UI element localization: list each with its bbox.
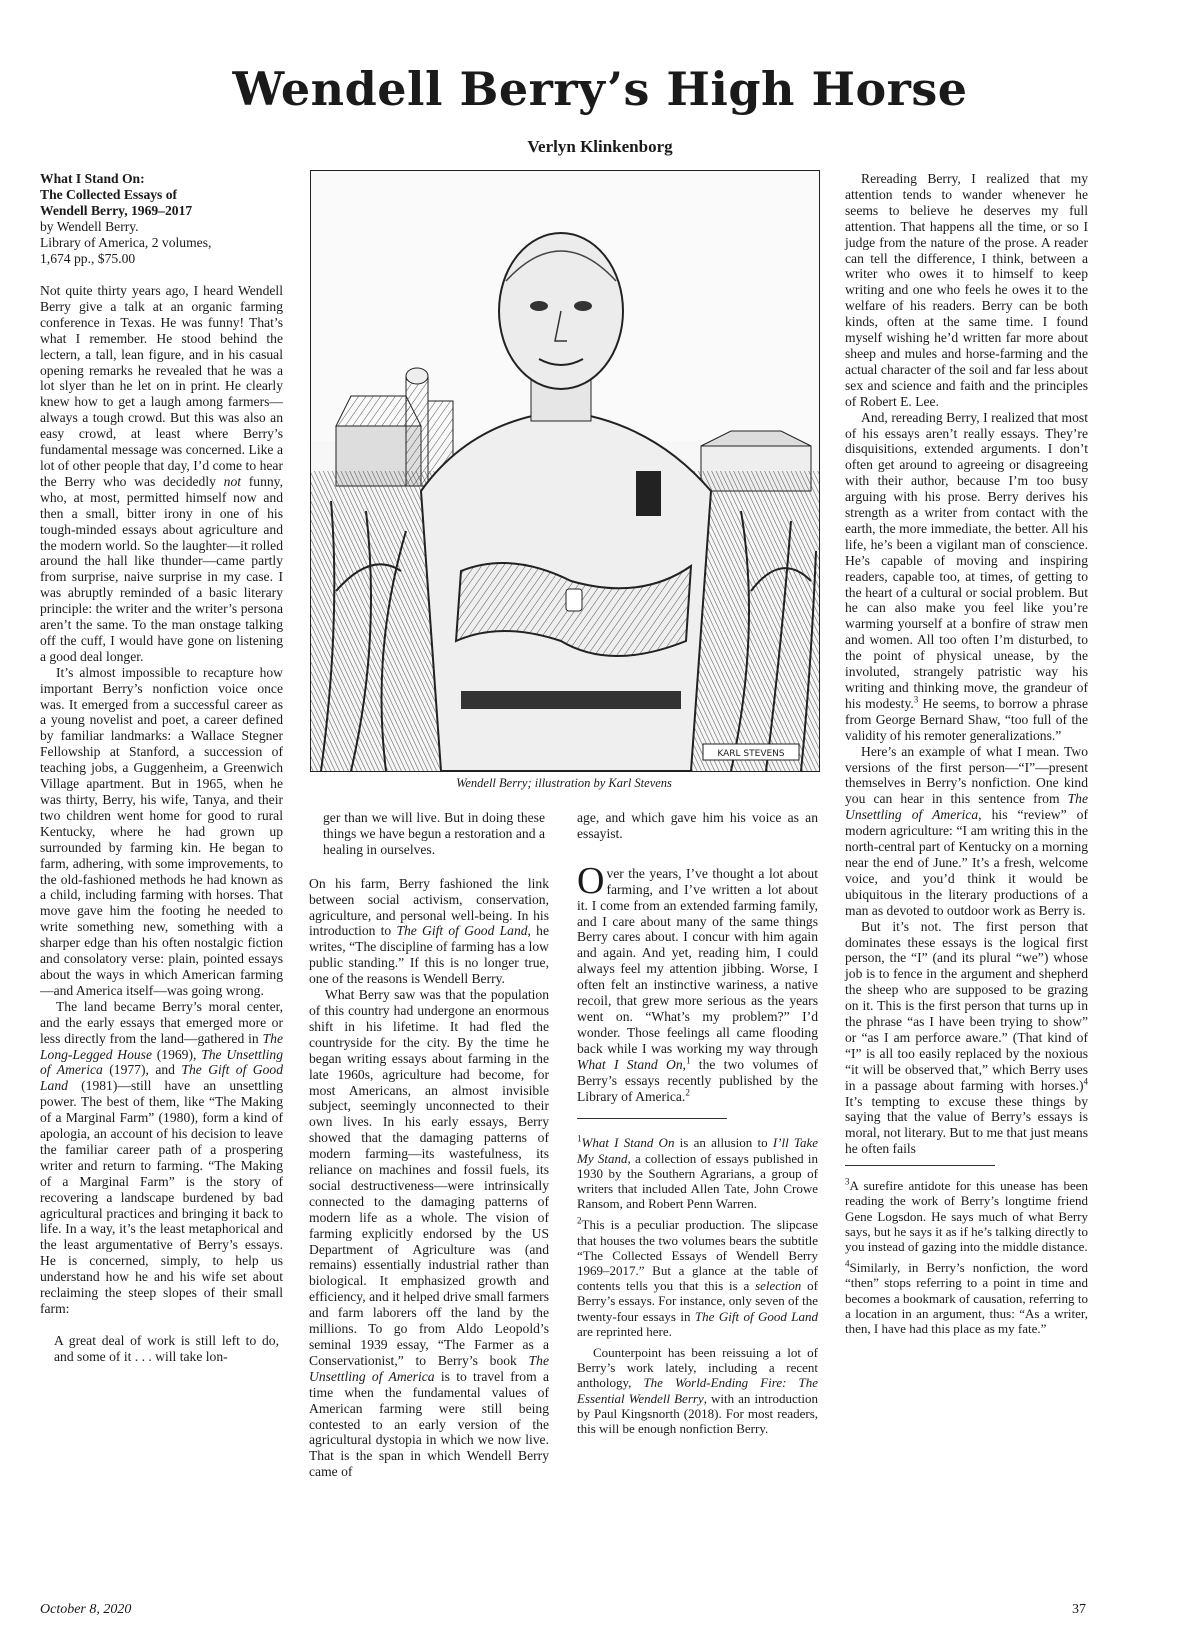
paragraph: Over the years, I’ve thought a lot about farming, and I’ve written a lot about it. I come from an extended farming family, and I care about many of the same things Berry cares about. I concur with him again and again. And yet, reading him, I could always feel my attention jibbing. Worse, I often felt an instinctive wariness, a native recoil, that grew more serious as the years went on. “What’s my problem?” I’d wonder. Those feelings all came flooding back while I was working my way through What I Stand On,$^1$ the two volumes of Berry’s essays recently published by the Library of America.$^2$: [577, 859, 819, 1104]
column-2: [309, 810, 549, 1480]
footnote-2-continued: Counterpoint has been reissuing a lot of Berry’s work lately, including a recent anthology, The World-Ending Fire: The Essential Wendell Berry, with an introduction by Paul Kingsnorth (2018). For most readers, this will be enough nonfiction Berry.: [577, 1345, 818, 1437]
footnote-4: $^4$Similarly, in Berry’s nonfiction, the word “then” stops referring to a point in time and becomes a bookmark of causation, referring to a location in an argument, thus: “As a writer, then, I have had this place as my fate.”: [845, 1258, 1088, 1337]
paragraph: Rereading Berry, I realized that my attention tends to wander whenever he seems to believe he deserves my full attention. That happens all the time, or so I judge from the nature of the prose. A reader can tell the difference, I think, between a writer who owes it to himself to keep writing and one who feels he owes it to the welfare of his readers. Berry can be both kinds, often at the same time. I found myself wishing he’d written far more about sheep and mules and horse-farming and the actual character of the soil and far less about sex and science and faith and the principles of Robert E. Lee.: [845, 171, 1088, 409]
portrait-illustration: [310, 170, 820, 772]
book-publisher: Library of America, 2 volumes,: [40, 235, 212, 250]
footnote-3: $^3$A surefire antidote for this unease has been reading the work of Berry’s longtime friend Gene Logsdon. He says much of what Berry says, but he says it as if he’s talking directly to you instead of gazing into the middle distance.: [845, 1176, 1088, 1254]
quote-text: ger than we will live. But in doing these things we have begun a restoration and a healing in ourselves.: [323, 810, 545, 857]
portrait-drawing: [311, 171, 819, 771]
paragraph: And, rereading Berry, I realized that most of his essays aren’t really essays. They’re disquisitions, extended arguments. I don’t often get around to agreeing or disagreeing with their author, because I’m too busy arguing with his prose. Berry derives his strength as a writer from contact with the earth, the more immediate, the better. All his life, he’s been a vigilant man of conscience. He’s capable of moving and inspiring readers, capable too, at times, of getting to the heart of a cultural or social problem. But he can also make you feel like you’re warming yourself at a bonfire of straw men and women. All too often I’m disturbed, to the point of physical unease, by the involuted, strangely patristic way his writing and thinking move, the grandeur of his modesty.$^3$ He seems, to borrow a phrase from George Bernard Shaw, “too full of the validity of his remoter generalizations.”: [845, 409, 1088, 743]
paragraph: It’s almost impossible to recapture how important Berry’s nonfiction voice once was. It emerged from a successful career as a young novelist and poet, a career defined by familiar landmarks: a Wallace Stegner Fellowship at Stanford, a succession of teaching jobs, a Guggenheim, a Greenwich Village apartment. But in 1965, when he was thirty, Berry, his wife, Tanya, and their two children went home for good to rural Kentucky, where he had grown up surrounded by farming kin. He began to farm, adhering, with some improvements, to the old-fashioned methods he had known as a child, including farming with horses. That move gave him the footing he needed to write something new, something with a sharper edge than his often nostalgic fiction and consolatory verse: plain, pointed essays about the ways in which American farming—and America itself—was going wrong.: [40, 664, 283, 998]
page-number: 37: [1072, 1602, 1086, 1617]
paragraph: What Berry saw was that the population of this country had undergone an enormous shift in his lifetime. It had fled the countryside for the city. By the time he began writing essays about farming in the late 1960s, agriculture had become, for most Americans, an almost invisible subject, seemingly unconnected to their own lives. In his early essays, Berry showed that the damaging patterns of modern farming—its wastefulness, its reliance on machines and fossil fuels, its social destructiveness—were intrinsically connected to the damaging patterns of modern life as a whole. The vision of farming explicitly endorsed by the US Department of Agriculture was (and remains) essentially industrial rather than biological. It emphasized growth and efficiency, and it helped drive small farmers and farm laborers off the land by the millions. To go from Aldo Leopold’s seminal 1939 essay, “The Farmer as a Conservationist,” to Berry’s book The Unsettling of America is to travel from a time when the fundamental values of American farming were still being contested to an early version of the agricultural dystopia in which we now live. That is the span in which Wendell Berry came of: [309, 987, 549, 1480]
paragraph: Not quite thirty years ago, I heard Wendell Berry give a talk at an organic farming conference in Texas. He was funny! That’s what I remember. He stood behind the lectern, a tall, lean figure, and in his casual opening remarks he revealed that he was a lot slyer than he let on in print. He clearly knew how to get a laugh among farmers—always a tough crowd. But this was also an easy crowd, at least where Berry’s fundamental message was concerned. Like a lot of other people that day, I’d come to hear the Berry who was decidedly not funny, who, at most, permitted himself now and then a small, bitter irony in one of his tough-minded essays about agriculture and the modern world. So the laughter—it rolled around the hall like thunder—came partly from surprise, naive surprise in my case. I was abruptly reminded of a basic literary principle: the writer and the writer’s persona aren’t the same. To the man onstage talking off the cuff, I would have gone on listening a good deal longer.: [40, 283, 283, 664]
paragraph: Here’s an example of what I mean. Two versions of the first person—“I”—present themselves in Berry’s nonfiction. One kind you can hear in this sentence from The Unsettling of America, his “review” of modern agriculture: “I am writing this in the north-central part of Kentucky on a morning near the end of June.” It’s a fresh, welcome voice, and you’d think it would be ubiquitous in the literary productions of a man as devoted to outdoor work as Berry is.: [845, 743, 1088, 918]
footnote-2: $^2$This is a peculiar production. The slipcase that houses the two volumes bears the subtitle “The Collected Essays of Wendell Berry 1969–2017.” But a glance at the table of contents tells you that this is a selection of Berry’s essays. For instance, only seven of the twenty-four essays in The Gift of Good Land are reprinted here.: [577, 1216, 818, 1339]
block-quote-continued: [323, 810, 545, 858]
book-info: [40, 171, 283, 267]
footnotes: [845, 1178, 1088, 1336]
book-title-line-2: The Collected Essays of: [40, 187, 178, 202]
author-byline: Verlyn Klinkenborg: [527, 137, 673, 156]
article-title: Wendell Berry’s High Horse: [232, 62, 968, 116]
footer-date: October 8, 2020: [40, 1602, 132, 1617]
paragraph: age, and which gave him his voice as an essayist.: [577, 810, 818, 841]
column-1: [40, 171, 283, 1383]
footnotes: [577, 1135, 818, 1436]
paragraph: On his farm, Berry fashioned the link between social activism, conservation, agriculture, and personal well-being. In his introduction to The Gift of Good Land, he writes, “The discipline of farming has a low public standing.” If this is no longer true, one of the reasons is Wendell Berry.: [309, 875, 549, 987]
book-pages-price: 1,674 pp., $75.00: [40, 251, 136, 266]
quote-text: A great deal of work is still left to do, and some of it . . . will take lon-: [54, 1332, 279, 1364]
artist-signature: [703, 744, 799, 760]
signature-text: KARL STEVENS: [717, 749, 785, 759]
book-author: by Wendell Berry.: [40, 219, 139, 234]
column-3: [577, 810, 818, 1442]
footnote-divider: [845, 1165, 995, 1166]
book-title-line-3: Wendell Berry, 1969–2017: [40, 203, 193, 218]
paragraph: But it’s not. The first person that dominates these essays is the logical first person, the “I” (and its plural “we”) whose job is to fence in the argument and shepherd the sheep who are supposed to be grazing on it. This is the first person that turns up in the phrase “as I have been trying to show” or “as I am perforce aware.” (That kind of “I” is all too easily replaced by the noxious “it will be observed that,” which Berry uses in a passage about farming with horses.)$^4$ It’s tempting to excuse these things by saying that the value of Berry’s essays is moral, not literary. But to me that just means he often fails: [845, 918, 1089, 1157]
drop-cap: O: [577, 859, 605, 902]
block-quote: [54, 1333, 279, 1365]
footnote-divider: [577, 1118, 727, 1119]
column-4: [845, 171, 1088, 1342]
paragraph: The land became Berry’s moral center, and the early essays that emerged more or less directly from the land—gathered in The Long-Legged House (1969), The Unsettling of America (1977), and The Gift of Good Land (1981)—still have an unsettling power. The best of them, like “The Making of a Marginal Farm” (1980), form a kind of apologia, an account of his decision to leave the familiar career path of a prospering writer and return to farming. “The Making of a Marginal Farm” is the story of recovering a landscape burdened by bad agricultural practices and bringing it back to life. In a way, it’s the least metaphorical and the least argumentative of Berry’s essays. He is concerned, simply, to help us understand how he and his wife set about reclaiming the steep slopes of their small farm:: [40, 998, 284, 1316]
illustration-caption: Wendell Berry; illustration by Karl Stevens: [456, 776, 672, 790]
footnote-1: $^1$What I Stand On is an allusion to I’ll Take My Stand, a collection of essays published in 1930 by the Southern Agrarians, a group of writers that included Allen Tate, John Crowe Ransom, and Robert Penn Warren.: [577, 1134, 818, 1212]
book-title-line-1: What I Stand On:: [40, 171, 145, 186]
